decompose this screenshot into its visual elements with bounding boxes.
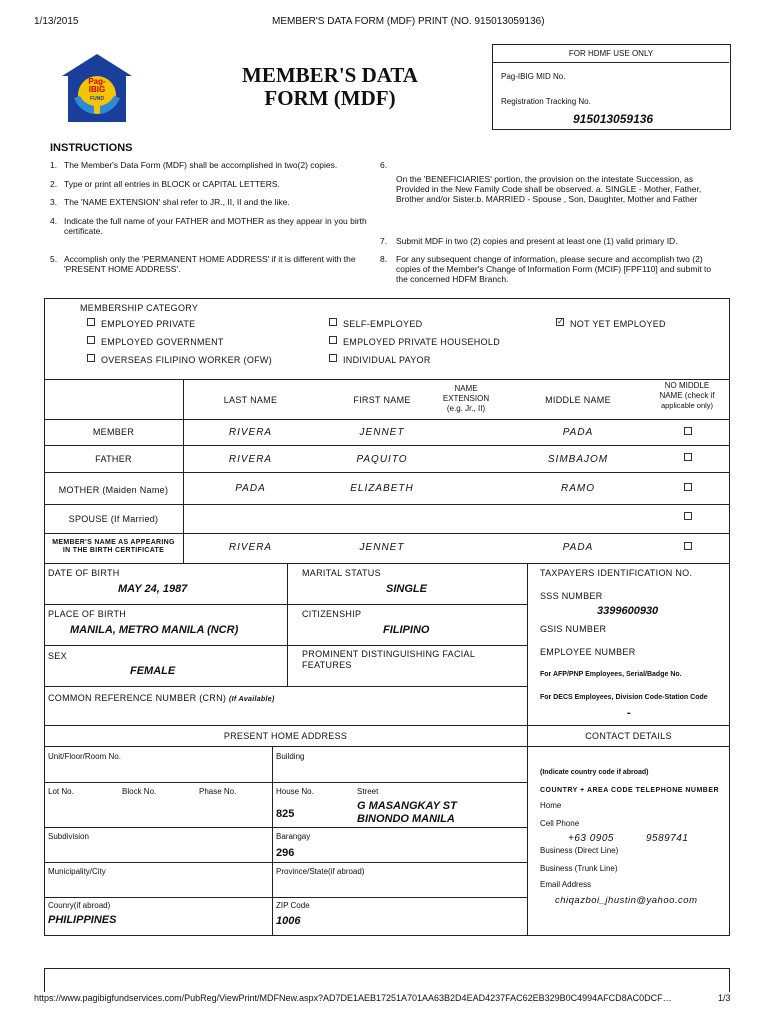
header-middle-name: MIDDLE NAME	[545, 395, 611, 405]
citizenship-label: CITIZENSHIP	[302, 609, 362, 619]
membership-heading: MEMBERSHIP CATEGORY	[80, 303, 199, 313]
row-label: SPOUSE (If Married)	[68, 514, 159, 524]
sss-value: 3399600930	[597, 605, 659, 617]
form-title-line2: FORM (MDF)	[264, 86, 396, 110]
father-last-name: RIVERA	[228, 454, 273, 465]
logo-text-1: Pag-	[88, 77, 106, 86]
marital-value: SINGLE	[386, 583, 427, 595]
print-title: MEMBER'S DATA FORM (MDF) PRINT (NO. 915013059136)	[272, 16, 545, 27]
option-employed-private: EMPLOYED PRIVATE	[101, 319, 196, 329]
logo-text-3: FUND	[90, 96, 104, 102]
instructions-heading: INSTRUCTIONS	[50, 142, 133, 154]
header-first-name: FIRST NAME	[353, 395, 411, 405]
crn-label: COMMON REFERENCE NUMBER (CRN) (If Available)	[48, 693, 275, 703]
print-date: 1/13/2015	[34, 16, 79, 27]
municipality-label: Municipality/City	[48, 867, 106, 876]
contact-note: (Indicate country code if abroad)	[540, 769, 649, 776]
sss-label: SSS NUMBER	[540, 591, 603, 601]
province-label: Province/State(if abroad)	[276, 867, 365, 876]
instruction-3: 3. The 'NAME EXTENSION' shal refer to JR., II, II and the like.	[50, 197, 290, 207]
logo-text-2: IBIG	[88, 85, 106, 94]
main-form	[44, 298, 730, 936]
phase-label: Phase No.	[199, 787, 237, 796]
gsis-label: GSIS NUMBER	[540, 624, 607, 634]
hdmf-use-box	[492, 44, 731, 130]
instruction-7: 7. Submit MDF in two (2) copies and present at least one (1) valid primary ID.	[380, 236, 678, 246]
instruction-6: 6. On the 'BENEFICIARIES' portion, the provision on the intestate Succession, as Provided in the New Family Code shall be observed. a. SINGLE - Mother, Father, Brother and/or Sister.b. MARRIED - Spouse , Son, Daughter, Mother and Father	[380, 160, 702, 204]
pob-value: MANILA, METRO MANILA (NCR)	[70, 624, 239, 636]
mother-middle-name: RAMO	[561, 483, 595, 494]
bc-first-name: JENNET	[359, 542, 405, 553]
row-label: FATHER	[95, 454, 132, 464]
rtn-value: 915013059136	[573, 112, 654, 126]
dob-value: MAY 24, 1987	[118, 583, 188, 595]
cell-phone-label: Cell Phone	[540, 819, 580, 828]
street-value-1: G MASANGKAY ST	[357, 800, 457, 812]
form-title-line1: MEMBER'S DATA	[242, 63, 418, 87]
checkbox-ofw[interactable]	[87, 354, 95, 362]
pob-label: PLACE OF BIRTH	[48, 609, 127, 619]
country-label: Counry(if abroad)	[48, 901, 111, 910]
footer-url[interactable]: https://www.pagibigfundservices.com/PubReg/ViewPrint/MDFNew.aspx?AD7DE1AEB17251A701AA63B2D4EAD4237FAC62EB329B0C4994AFCD8AC0DCF…	[34, 993, 672, 1003]
contact-format: COUNTRY + AREA CODE TELEPHONE NUMBER	[540, 787, 720, 794]
row-label: MEMBER'S NAME AS APPEARING IN THE BIRTH CERTIFICATE	[52, 539, 175, 554]
option-employed-household: EMPLOYED PRIVATE HOUSEHOLD	[343, 337, 500, 347]
citizenship-value: FILIPINO	[383, 624, 430, 636]
mother-last-name: PADA	[235, 483, 266, 494]
business-direct-label: Business (Direct Line)	[540, 846, 619, 855]
deped-label: For DECS Employees, Division Code-Station Code	[540, 694, 708, 701]
cell-phone-number: 9589741	[646, 833, 689, 844]
checkbox-employed-private[interactable]	[87, 318, 95, 326]
deped-value: -	[627, 707, 631, 719]
checkbox-self-employed[interactable]	[329, 318, 337, 326]
hdmf-heading: FOR HDMF USE ONLY	[568, 49, 654, 58]
member-last-name: RIVERA	[228, 427, 273, 438]
rtn-label: Registration Tracking No.	[501, 97, 591, 106]
subdivision-label: Subdivision	[48, 832, 89, 841]
header-last-name: LAST NAME	[223, 395, 278, 405]
barangay-value: 296	[276, 847, 295, 859]
row-label: MOTHER (Maiden Name)	[58, 485, 169, 495]
instruction-2: 2. Type or print all entries in BLOCK or CAPITAL LETTERS.	[50, 179, 280, 189]
checkbox-not-yet-employed[interactable]: ✓	[557, 317, 564, 326]
row-label: MEMBER	[92, 427, 135, 437]
bc-last-name: RIVERA	[228, 542, 273, 553]
checkbox-employed-government[interactable]	[87, 336, 95, 344]
header-no-middle-name: NO MIDDLE NAME (check if applicable only)	[659, 381, 715, 410]
bc-middle-name: PADA	[562, 542, 594, 553]
footer-page: 1/3	[718, 993, 731, 1003]
father-middle-name: SIMBAJOM	[547, 454, 609, 465]
business-trunk-label: Business (Trunk Line)	[540, 864, 618, 873]
house-value: 825	[276, 808, 295, 820]
sex-value: FEMALE	[130, 665, 176, 677]
marital-label: MARITAL STATUS	[302, 568, 381, 578]
sex-label: SEX	[48, 651, 67, 661]
email-label: Email Address	[540, 880, 592, 889]
mid-label: Pag-IBIG MID No.	[501, 72, 566, 81]
cell-phone-code: +63 0905	[568, 833, 614, 844]
option-self-employed: SELF-EMPLOYED	[343, 319, 423, 329]
zip-value: 1006	[276, 915, 301, 927]
zip-label: ZIP Code	[276, 901, 310, 910]
member-first-name: JENNET	[359, 427, 405, 438]
building-label: Building	[276, 752, 305, 761]
street-label: Street	[357, 787, 379, 796]
option-individual-payor: INDIVIDUAL PAYOR	[343, 355, 431, 365]
tin-label: TAXPAYERS IDENTIFICATION NO.	[540, 568, 693, 578]
checkbox-employed-household[interactable]	[329, 336, 337, 344]
header-name-extension: NAME EXTENSION (e.g. Jr., II)	[442, 384, 490, 413]
option-employed-government: EMPLOYED GOVERNMENT	[101, 337, 224, 347]
lot-label: Lot No.	[48, 787, 74, 796]
employee-number-label: EMPLOYEE NUMBER	[540, 647, 636, 657]
block-label: Block No.	[122, 787, 157, 796]
email-value: chiqazboi_jhustin@yahoo.com	[555, 895, 698, 906]
instruction-8: 8. For any subsequent change of information, please secure and accomplish two (2) copies of the Member's Change of Information Form (MCIF) [FPF110] and submit to the concerned HDFM Branch.	[380, 254, 712, 284]
no-middle-name-checkbox[interactable]	[684, 453, 692, 461]
instruction-1: 1. The Member's Data Form (MDF) shall be accomplished in two(2) copies.	[50, 160, 338, 170]
no-middle-name-checkbox[interactable]	[684, 512, 692, 520]
afp-pnp-label: For AFP/PNP Employees, Serial/Badge No.	[540, 671, 682, 678]
instruction-4: 4. Indicate the full name of your FATHER and MOTHER as they appear in you birth certificate.	[50, 216, 367, 236]
barangay-label: Barangay	[276, 832, 311, 841]
next-section-top	[44, 968, 730, 992]
contact-heading: CONTACT DETAILS	[585, 731, 672, 741]
pagibig-logo	[60, 52, 134, 124]
house-label: House No.	[276, 787, 314, 796]
checkbox-individual-payor[interactable]	[329, 354, 337, 362]
instruction-5: 5. Accomplish only the 'PERMANENT HOME ADDRESS' if it is different with the 'PRESENT HOME ADDRESS'.	[50, 254, 356, 274]
no-middle-name-checkbox[interactable]	[684, 542, 692, 550]
no-middle-name-checkbox[interactable]	[684, 427, 692, 435]
address-heading: PRESENT HOME ADDRESS	[223, 731, 348, 741]
no-middle-name-checkbox[interactable]	[684, 483, 692, 491]
dob-label: DATE OF BIRTH	[48, 568, 120, 578]
mother-first-name: ELIZABETH	[350, 483, 414, 494]
member-middle-name: PADA	[562, 427, 594, 438]
features-label: PROMINENT DISTINGUISHING FACIAL FEATURES	[302, 649, 475, 670]
country-value: PHILIPPINES	[48, 914, 117, 926]
street-value-2: BINONDO MANILA	[357, 813, 455, 825]
option-ofw: OVERSEAS FILIPINO WORKER (OFW)	[101, 355, 273, 365]
unit-label: Unit/Floor/Room No.	[48, 752, 121, 761]
option-not-yet-employed: NOT YET EMPLOYED	[570, 319, 666, 329]
father-first-name: PAQUITO	[356, 454, 408, 465]
home-phone-label: Home	[540, 801, 562, 810]
form-title	[210, 64, 450, 110]
